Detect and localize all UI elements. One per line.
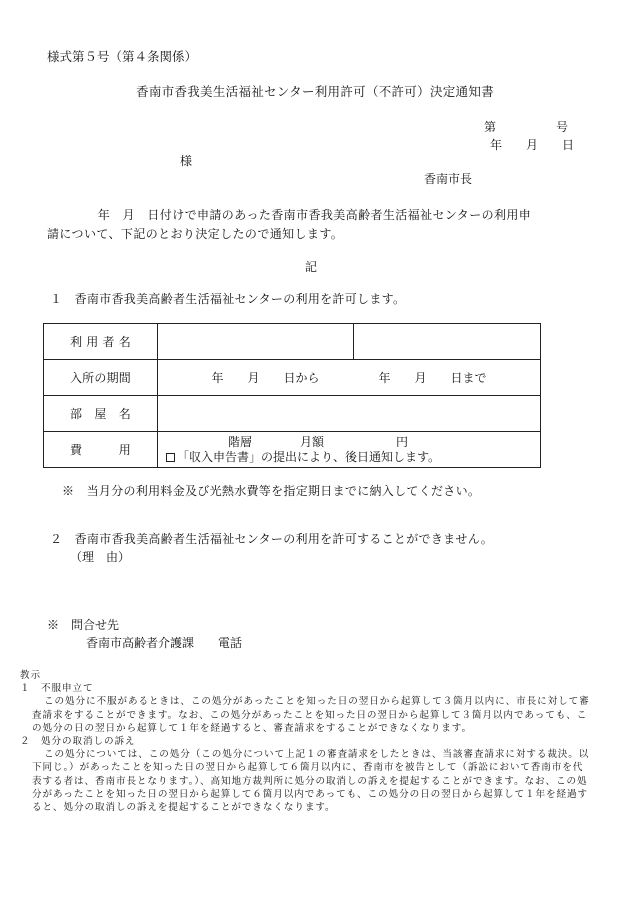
body-line-1: 年 月 日付けで申請のあった香南市香我美高齢者生活福祉センターの利用申 — [73, 208, 532, 222]
body-line-2: 請について、下記のとおり決定したので通知します。 — [47, 227, 344, 241]
legal-notice — [20, 669, 592, 814]
section-1-heading: １ 香南市香我美高齢者生活福祉センターの利用を許可します。 — [50, 292, 406, 306]
period-to: 年 月 日まで — [378, 371, 487, 385]
user-name-label: 利 用 者 名 — [44, 324, 158, 360]
period-field — [158, 360, 541, 396]
issue-date: 年 月 日 — [490, 138, 575, 152]
permit-table — [43, 323, 541, 468]
user-name-field-2 — [354, 324, 541, 360]
fee-line-2-text: 「収入申告書」の提出により、後日通知します。 — [177, 449, 441, 464]
addressee-suffix: 様 — [180, 154, 193, 168]
section-2-heading: ２ 香南市香我美高齢者生活福祉センターの利用を許可することができません。 — [50, 532, 494, 546]
fee-field — [158, 432, 541, 468]
form-number: 様式第５号（第４条関係） — [47, 49, 198, 64]
fee-line-2 — [158, 450, 540, 465]
document-number: 第 号 — [484, 120, 569, 134]
reason-label: （理 由） — [70, 550, 131, 564]
ki-heading: 記 — [305, 260, 318, 274]
user-name-field — [158, 324, 354, 360]
contact-value: 香南市高齢者介護課 電話 — [86, 636, 243, 650]
notice-item-2-text: この処分については、この処分（この処分について上記１の審査請求をしたときは、当該審査請求に対する裁決。以下同じ。）があったことを知った日の翌日から起算して６箇月以内に、香南市を被告として（訴訟において香南市を代表する者は、香南市長となります。）、高知地方裁判所に処分の取消しの訴えを提起することができます。なお、この処分があったことを知った日の翌日から起算して６箇月以内であっても、この処分の日の翌日から起算して１年を経過すると、処分の取消しの訴えを提起することができなくなります。 — [32, 749, 590, 814]
issuer-name: 香南市長 — [424, 172, 473, 186]
table-row — [44, 360, 541, 396]
table-row — [44, 432, 541, 468]
payment-note: ※ 当月分の利用料金及び光熱水費等を指定期日までに納入してください。 — [62, 484, 481, 498]
table-row — [44, 324, 541, 360]
notice-heading: 教示 — [20, 670, 41, 681]
notice-item-2-title: ２ 処分の取消しの訴え — [20, 736, 136, 748]
period-label: 入所の期間 — [44, 360, 158, 396]
contact-label: ※ 問合せ先 — [47, 618, 120, 632]
checkbox-icon — [166, 453, 175, 462]
room-field — [158, 396, 541, 432]
fee-label: 費 用 — [44, 432, 158, 468]
notice-item-1-text: この処分に不服があるときは、この処分があったことを知った日の翌日から起算して３箇月以内に、市長に対して審査請求をすることができます。なお、この処分があったことを知った日の翌日から起算して３箇月以内であっても、この処分の日の翌日から起算して１年を経過すると、審査請求をすることができなくなります。 — [32, 696, 590, 734]
period-from: 年 月 日から — [211, 371, 320, 385]
table-row — [44, 396, 541, 432]
room-label: 部 屋 名 — [44, 396, 158, 432]
notice-item-1-title: １ 不服申立て — [20, 683, 94, 695]
document-title: 香南市香我美生活福祉センター利用許可（不許可）決定通知書 — [136, 84, 494, 99]
fee-line-1: 階層 月額 円 — [228, 434, 409, 449]
